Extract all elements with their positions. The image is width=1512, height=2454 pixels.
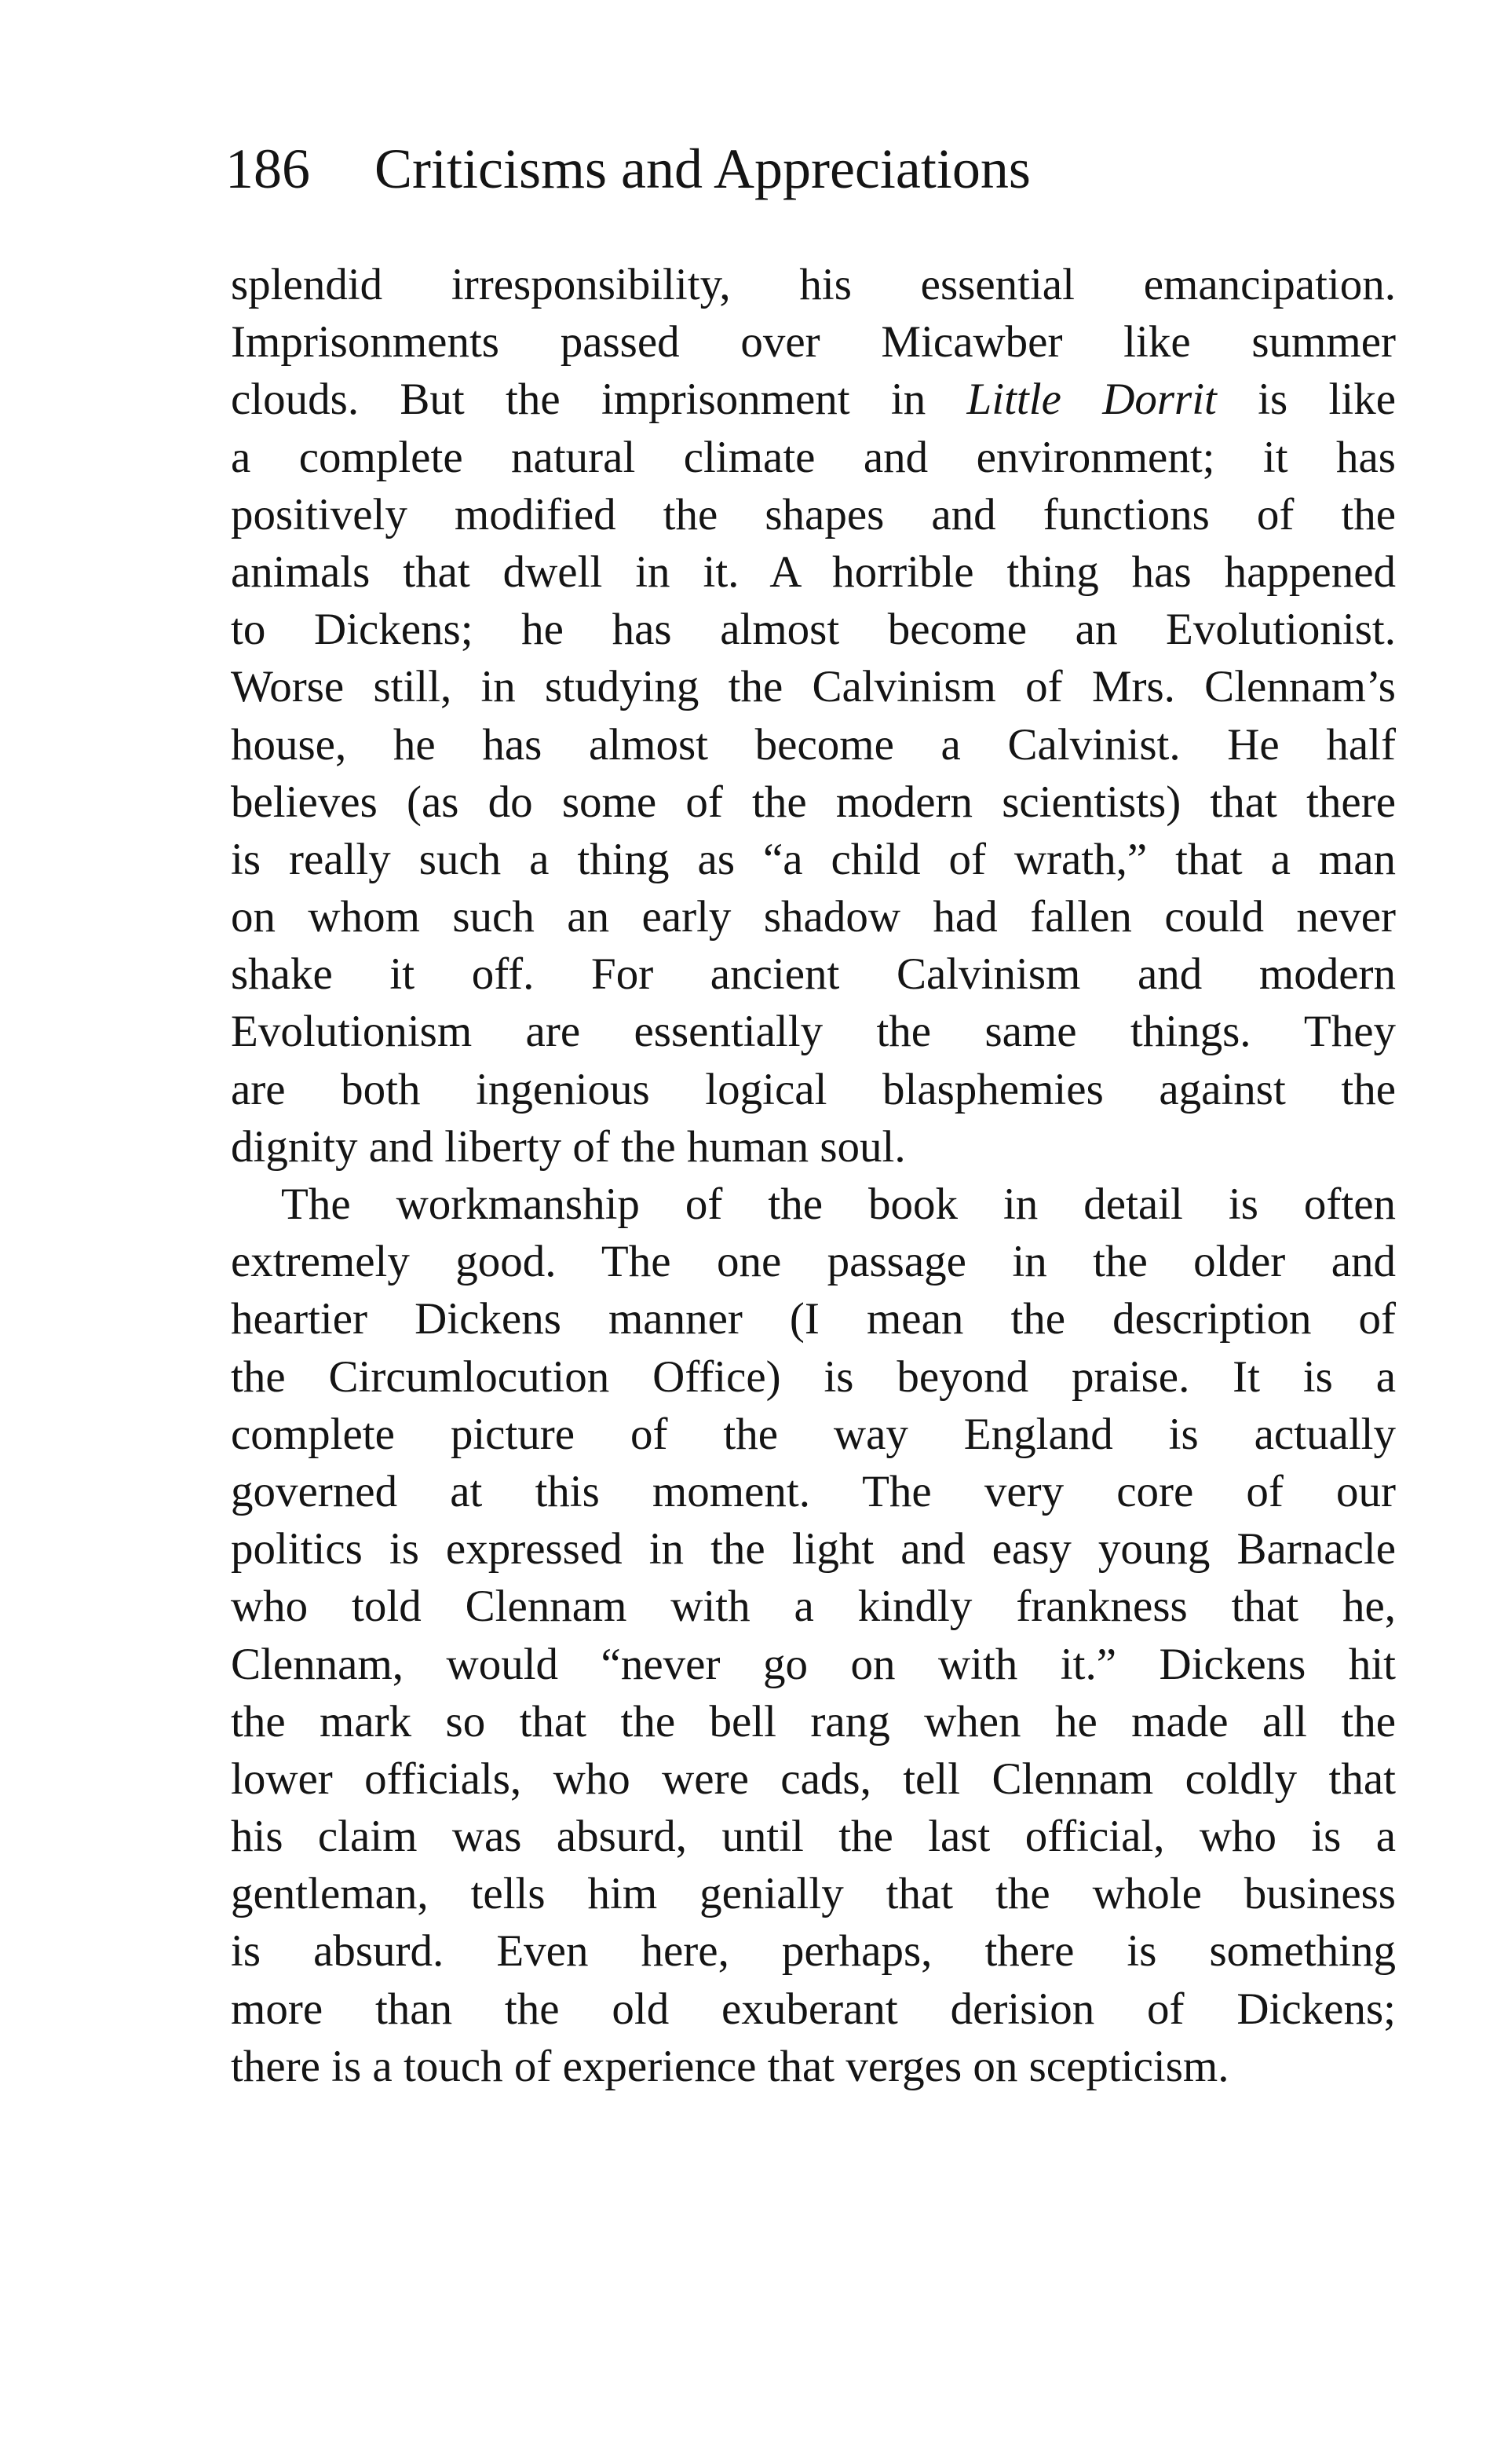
text-line: is really such a thing as “a child of wrath,” that a man [231,834,1396,884]
text-line: the Circumlocution Office) is beyond praise. It is a [231,1351,1396,1402]
text-line: Imprisonments passed over Micawber like summer [231,317,1396,368]
text-line: Evolutionism are essentially the same things. They [231,1007,1396,1057]
text-line: Clennam, would “never go on with it.” Dickens hit [231,1639,1396,1689]
text-line: who told Clennam with a kindly frankness that he, [231,1582,1396,1632]
text-segment: clouds. But the imprisonment in [231,375,967,425]
page-number: 186 [225,137,310,200]
text-line: heartier Dickens manner (I mean the description of [231,1294,1396,1344]
text-line: believes (as do some of the modern scientists) that there [231,777,1396,827]
paragraph-1 [231,256,1396,1176]
text-line: a complete natural climate and environment; it has [231,432,1396,482]
book-title-italic: Little Dorrit [966,375,1217,425]
paragraph-2 [231,1176,1396,2095]
text-line: gentleman, tells him genially that the whole business [231,1869,1396,1919]
text-line: are both ingenious logical blasphemies against the [231,1064,1396,1114]
text-line: is absurd. Even here, perhaps, there is something [231,1926,1396,1977]
text-line: positively modified the shapes and functions of the [231,489,1396,539]
text-line: politics is expressed in the light and easy young Barnacle [231,1524,1396,1574]
text-segment: is like [1216,375,1396,425]
text-line: splendid irresponsibility, his essential emancipation. [231,260,1396,309]
text-line: his claim was absurd, until the last official, who is a [231,1812,1396,1862]
running-title: Criticisms and Appreciations [374,137,1031,200]
text-line: there is a touch of experience that verges on scepticism. [231,2041,1229,2091]
text-line: governed at this moment. The very core of our [231,1466,1396,1516]
running-head [225,126,1403,212]
text-line: lower officials, who were cads, tell Clennam coldly that [231,1754,1396,1804]
text-line: The workmanship of the book in detail is often [281,1179,1396,1229]
text-line: the mark so that the bell rang when he made all the [231,1696,1396,1746]
text-line: more than the old exuberant derision of Dickens; [231,1984,1396,2034]
text-line: extremely good. The one passage in the older and [231,1237,1396,1287]
text-line: house, he has almost become a Calvinist. He half [231,719,1396,770]
text-line: to Dickens; he has almost become an Evolutionist. [231,605,1396,655]
text-line: animals that dwell in it. A horrible thing has happened [231,547,1396,597]
text-line: complete picture of the way England is actually [231,1409,1396,1459]
text-line: Worse still, in studying the Calvinism of Mrs. Clennam’s [231,662,1396,712]
text-line: shake it off. For ancient Calvinism and modern [231,949,1396,1000]
text-line: on whom such an early shadow had fallen could never [231,892,1396,942]
body-text [231,256,1396,2095]
text-line [231,371,1396,428]
text-line: dignity and liberty of the human soul. [231,1121,906,1172]
